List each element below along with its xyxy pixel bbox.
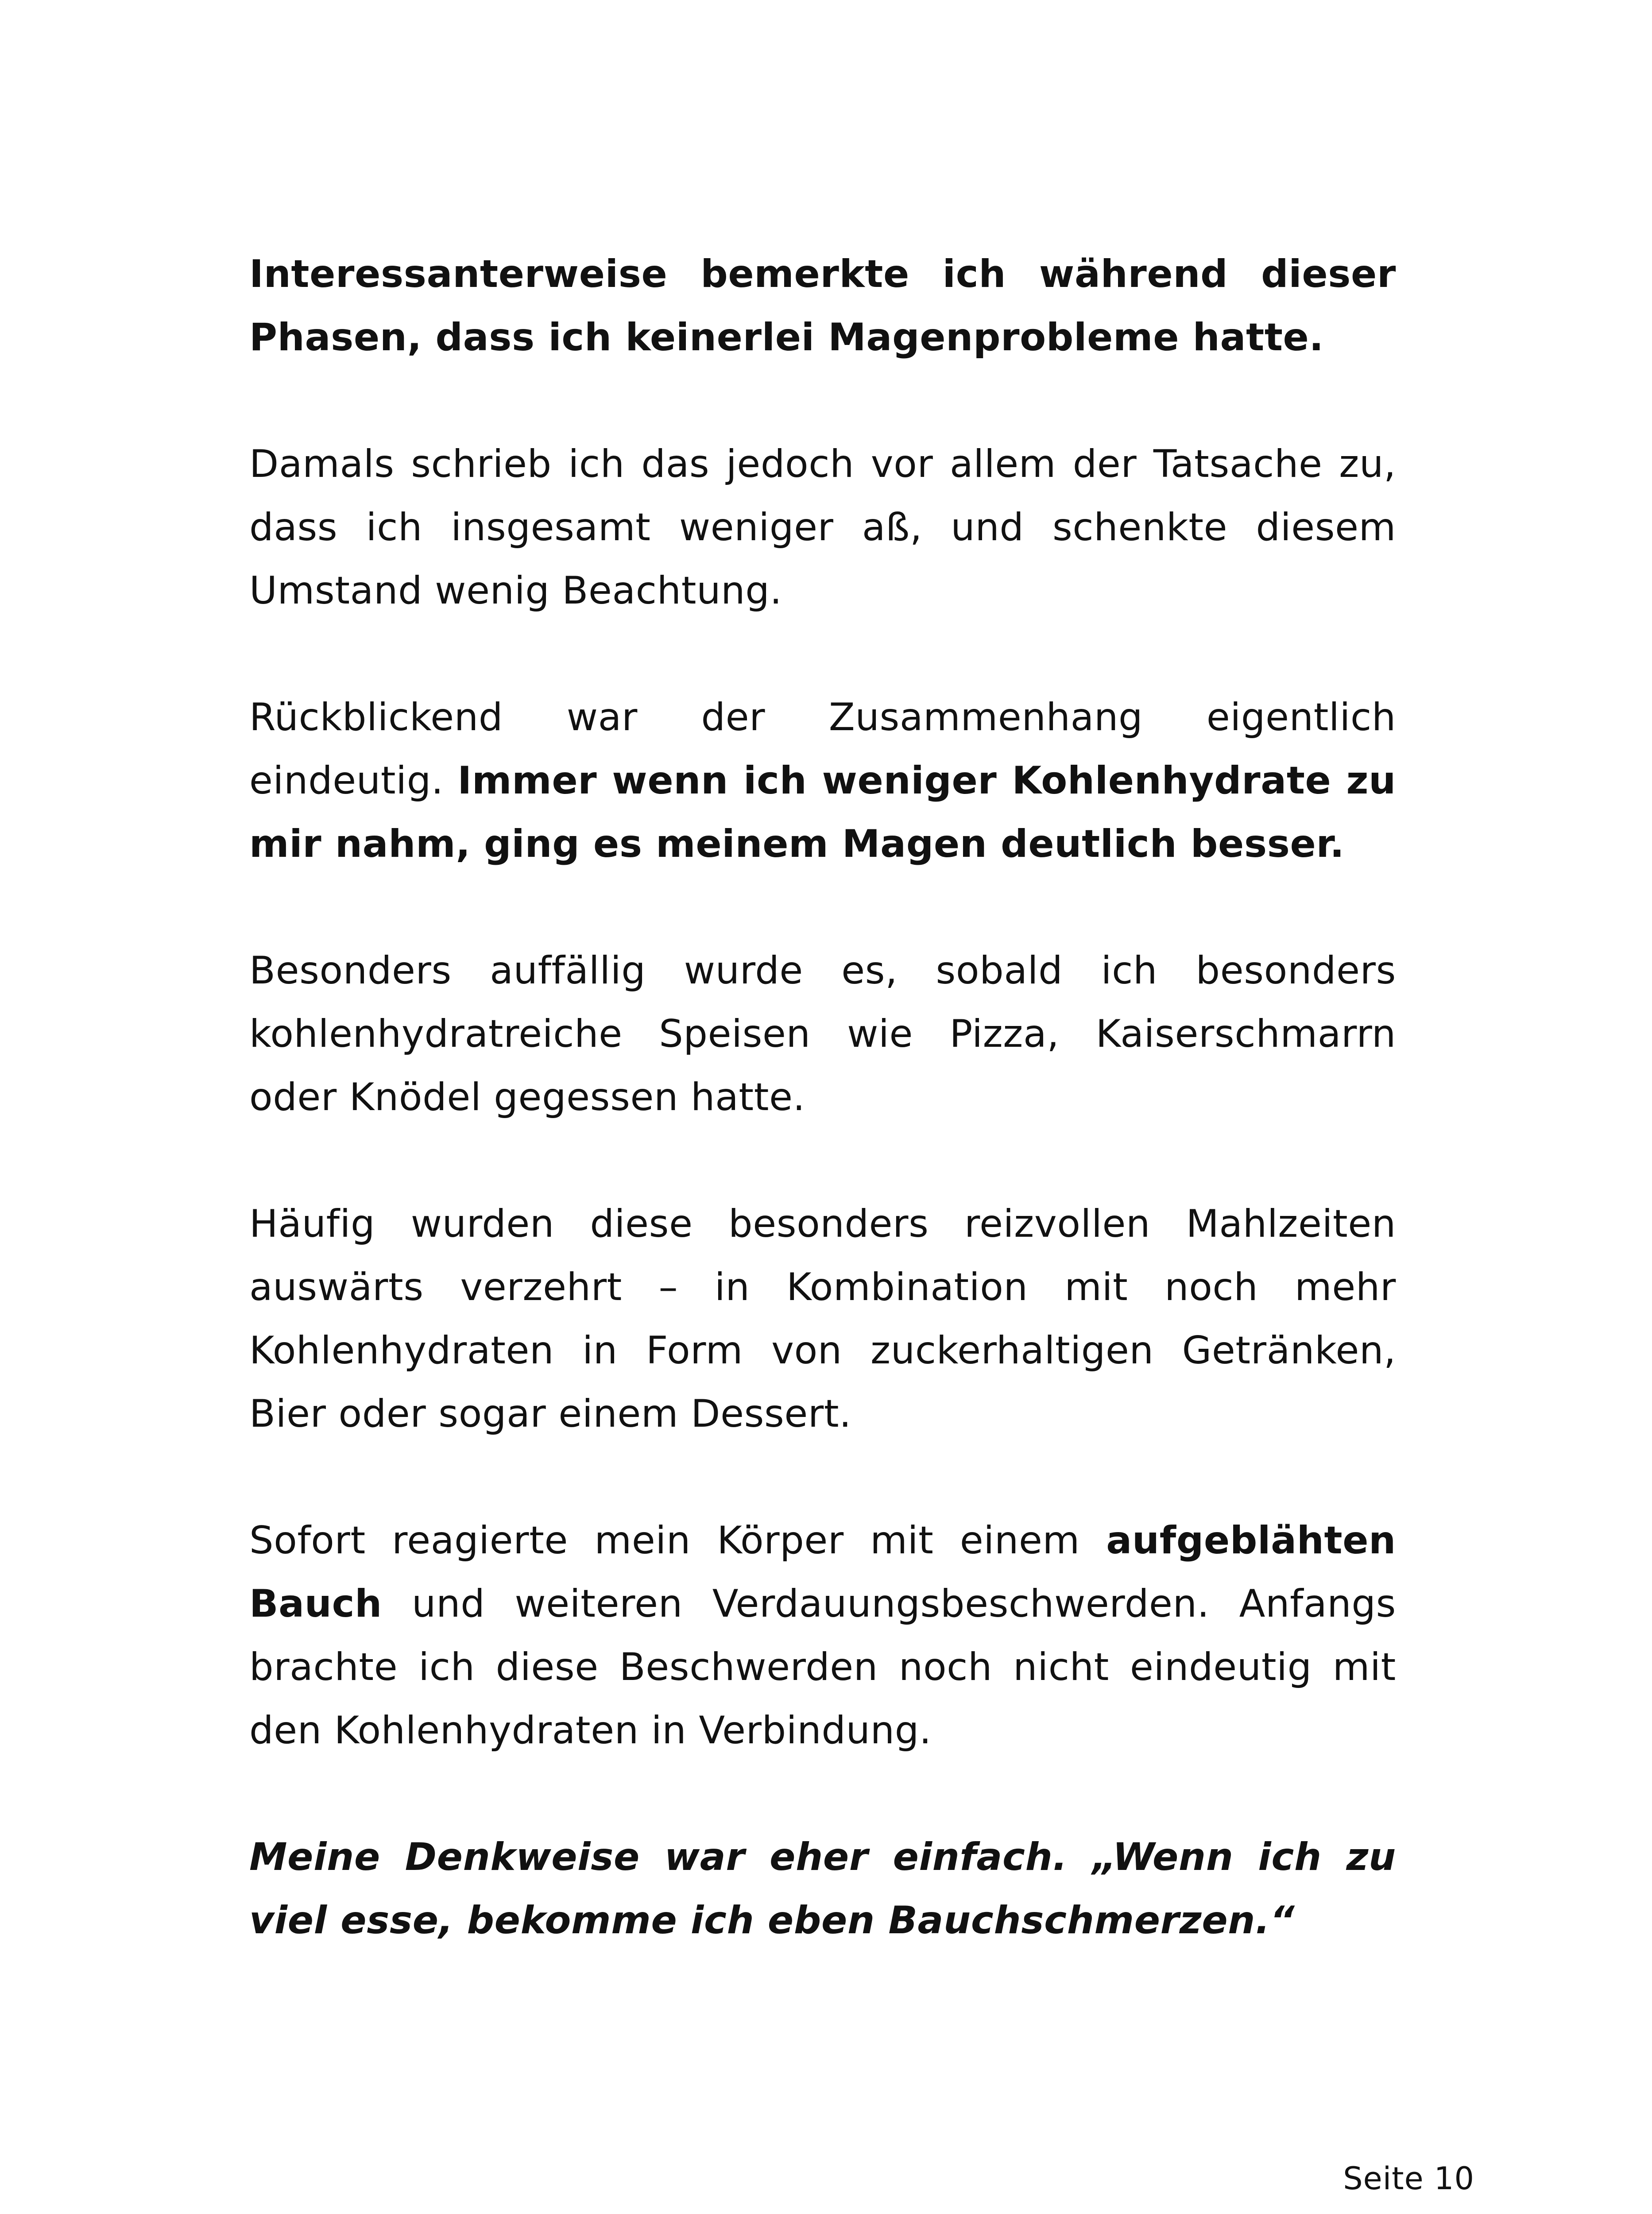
regular-text: und weiteren Verdauungsbeschwerden. Anfangs brachte ich diese Beschwerden noch nicht eindeutig mit den Kohlenhydraten in Verbindung. bbox=[249, 1582, 1396, 1753]
bold-text: Interessanterweise bemerkte ich während dieser Phasen, dass ich keinerlei Magenprobleme hatte. bbox=[249, 252, 1396, 360]
bold-text: aufgeblähten Bauch bbox=[249, 1518, 1396, 1626]
paragraph-1 bbox=[249, 243, 1396, 369]
bold-italic-text: Meine Denkweise war eher einfach. „Wenn ich zu viel esse, bekomme ich eben Bauchschmerzen.“ bbox=[249, 1835, 1396, 1943]
paragraph-5: Häufig wurden diese besonders reizvollen Mahlzeiten auswärts verzehrt – in Kombination mit noch mehr Kohlenhydraten in Form von zuckerhaltigen Getränken, Bier oder sogar einem Dessert. bbox=[249, 1202, 1396, 1436]
paragraph-7 bbox=[249, 1826, 1396, 1952]
body-text bbox=[249, 243, 1396, 1952]
regular-text: Sofort reagierte mein Körper mit einem bbox=[249, 1518, 1106, 1563]
paragraph-6 bbox=[249, 1509, 1396, 1762]
paragraph-2: Damals schrieb ich das jedoch vor allem der Tatsache zu, dass ich insgesamt weniger aß, und schenkte diesem Umstand wenig Beachtung. bbox=[249, 442, 1396, 613]
paragraph-3 bbox=[249, 686, 1396, 876]
page-number: Seite 10 bbox=[1343, 2160, 1474, 2197]
regular-text: Rückblickend war der Zusammenhang eigentlich eindeutig. bbox=[249, 695, 1396, 803]
bold-text: Immer wenn ich weniger Kohlenhydrate zu mir nahm, ging es meinem Magen deutlich besser. bbox=[249, 759, 1396, 866]
paragraph-4: Besonders auffällig wurde es, sobald ich besonders kohlenhydratreiche Speisen wie Pizza, Kaiserschmarrn oder Knödel gegessen hatte. bbox=[249, 948, 1396, 1119]
